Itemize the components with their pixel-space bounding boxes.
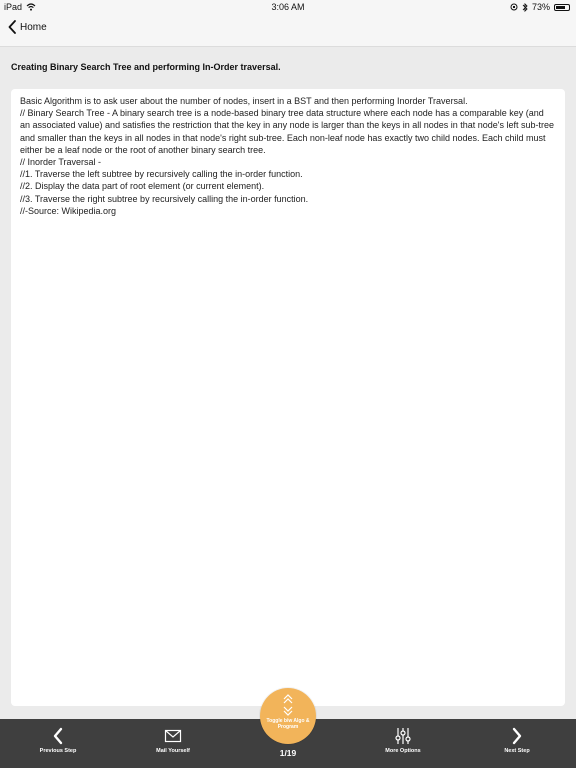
algorithm-content — [11, 89, 565, 706]
sliders-icon — [394, 727, 412, 745]
envelope-icon — [164, 727, 182, 745]
battery-icon — [554, 4, 570, 11]
navigation-bar — [0, 14, 576, 47]
more-options-label: More Options — [385, 748, 421, 754]
battery-percent: 73% — [531, 2, 550, 12]
mail-yourself-label: Mail Yourself — [156, 748, 190, 754]
toggle-label: Toggle b/w Algo & Program — [266, 718, 310, 730]
device-label: iPad — [4, 2, 23, 12]
page-title: Creating Binary Search Tree and performing In-Order traversal. — [11, 62, 281, 72]
toggle-algo-program-button[interactable] — [260, 688, 316, 744]
next-step-label: Next Step — [504, 748, 530, 754]
back-button[interactable] — [8, 20, 47, 34]
chevron-right-icon — [511, 727, 523, 745]
orientation-lock-icon — [510, 3, 518, 11]
status-time: 3:06 AM — [271, 2, 305, 12]
more-options-button[interactable] — [358, 727, 448, 754]
page-counter: 1/19 — [279, 748, 297, 758]
status-bar — [0, 0, 576, 14]
chevron-left-icon — [8, 20, 17, 34]
next-step-button[interactable] — [472, 727, 562, 754]
previous-step-label: Previous Step — [39, 748, 77, 754]
content-line: //2. Display the data part of root element (or current element). — [20, 181, 265, 192]
content-line: // Binary Search Tree - A binary search tree is a node-based binary tree data structure where each node has a comparable key (and an associated value) and satisfies the restriction that the key in any node is larger than the keys in all nodes in that node's left sub-tree and smaller than the keys in all nodes in that node's right sub-tree. Each non-leaf node has exactly two child nodes. Each child must either be a leaf node or the root of another binary search tree. — [20, 108, 557, 155]
status-right — [510, 2, 570, 12]
up-down-arrows-icon — [281, 694, 295, 716]
content-line: Basic Algorithm is to ask user about the number of nodes, insert in a BST and then performing Inorder Traversal. — [20, 96, 468, 106]
content-line: //1. Traverse the left subtree by recursively calling the in-order function. — [20, 169, 303, 180]
mail-yourself-button[interactable] — [128, 727, 218, 754]
chevron-left-icon — [52, 727, 64, 745]
content-line: //-Source: Wikipedia.org — [20, 205, 117, 216]
back-label: Home — [20, 21, 47, 33]
content-line: // Inorder Traversal - — [20, 157, 102, 168]
previous-step-button[interactable] — [13, 727, 103, 754]
bluetooth-icon — [522, 3, 528, 12]
content-line: //3. Traverse the right subtree by recursively calling the in-order function. — [20, 193, 309, 204]
